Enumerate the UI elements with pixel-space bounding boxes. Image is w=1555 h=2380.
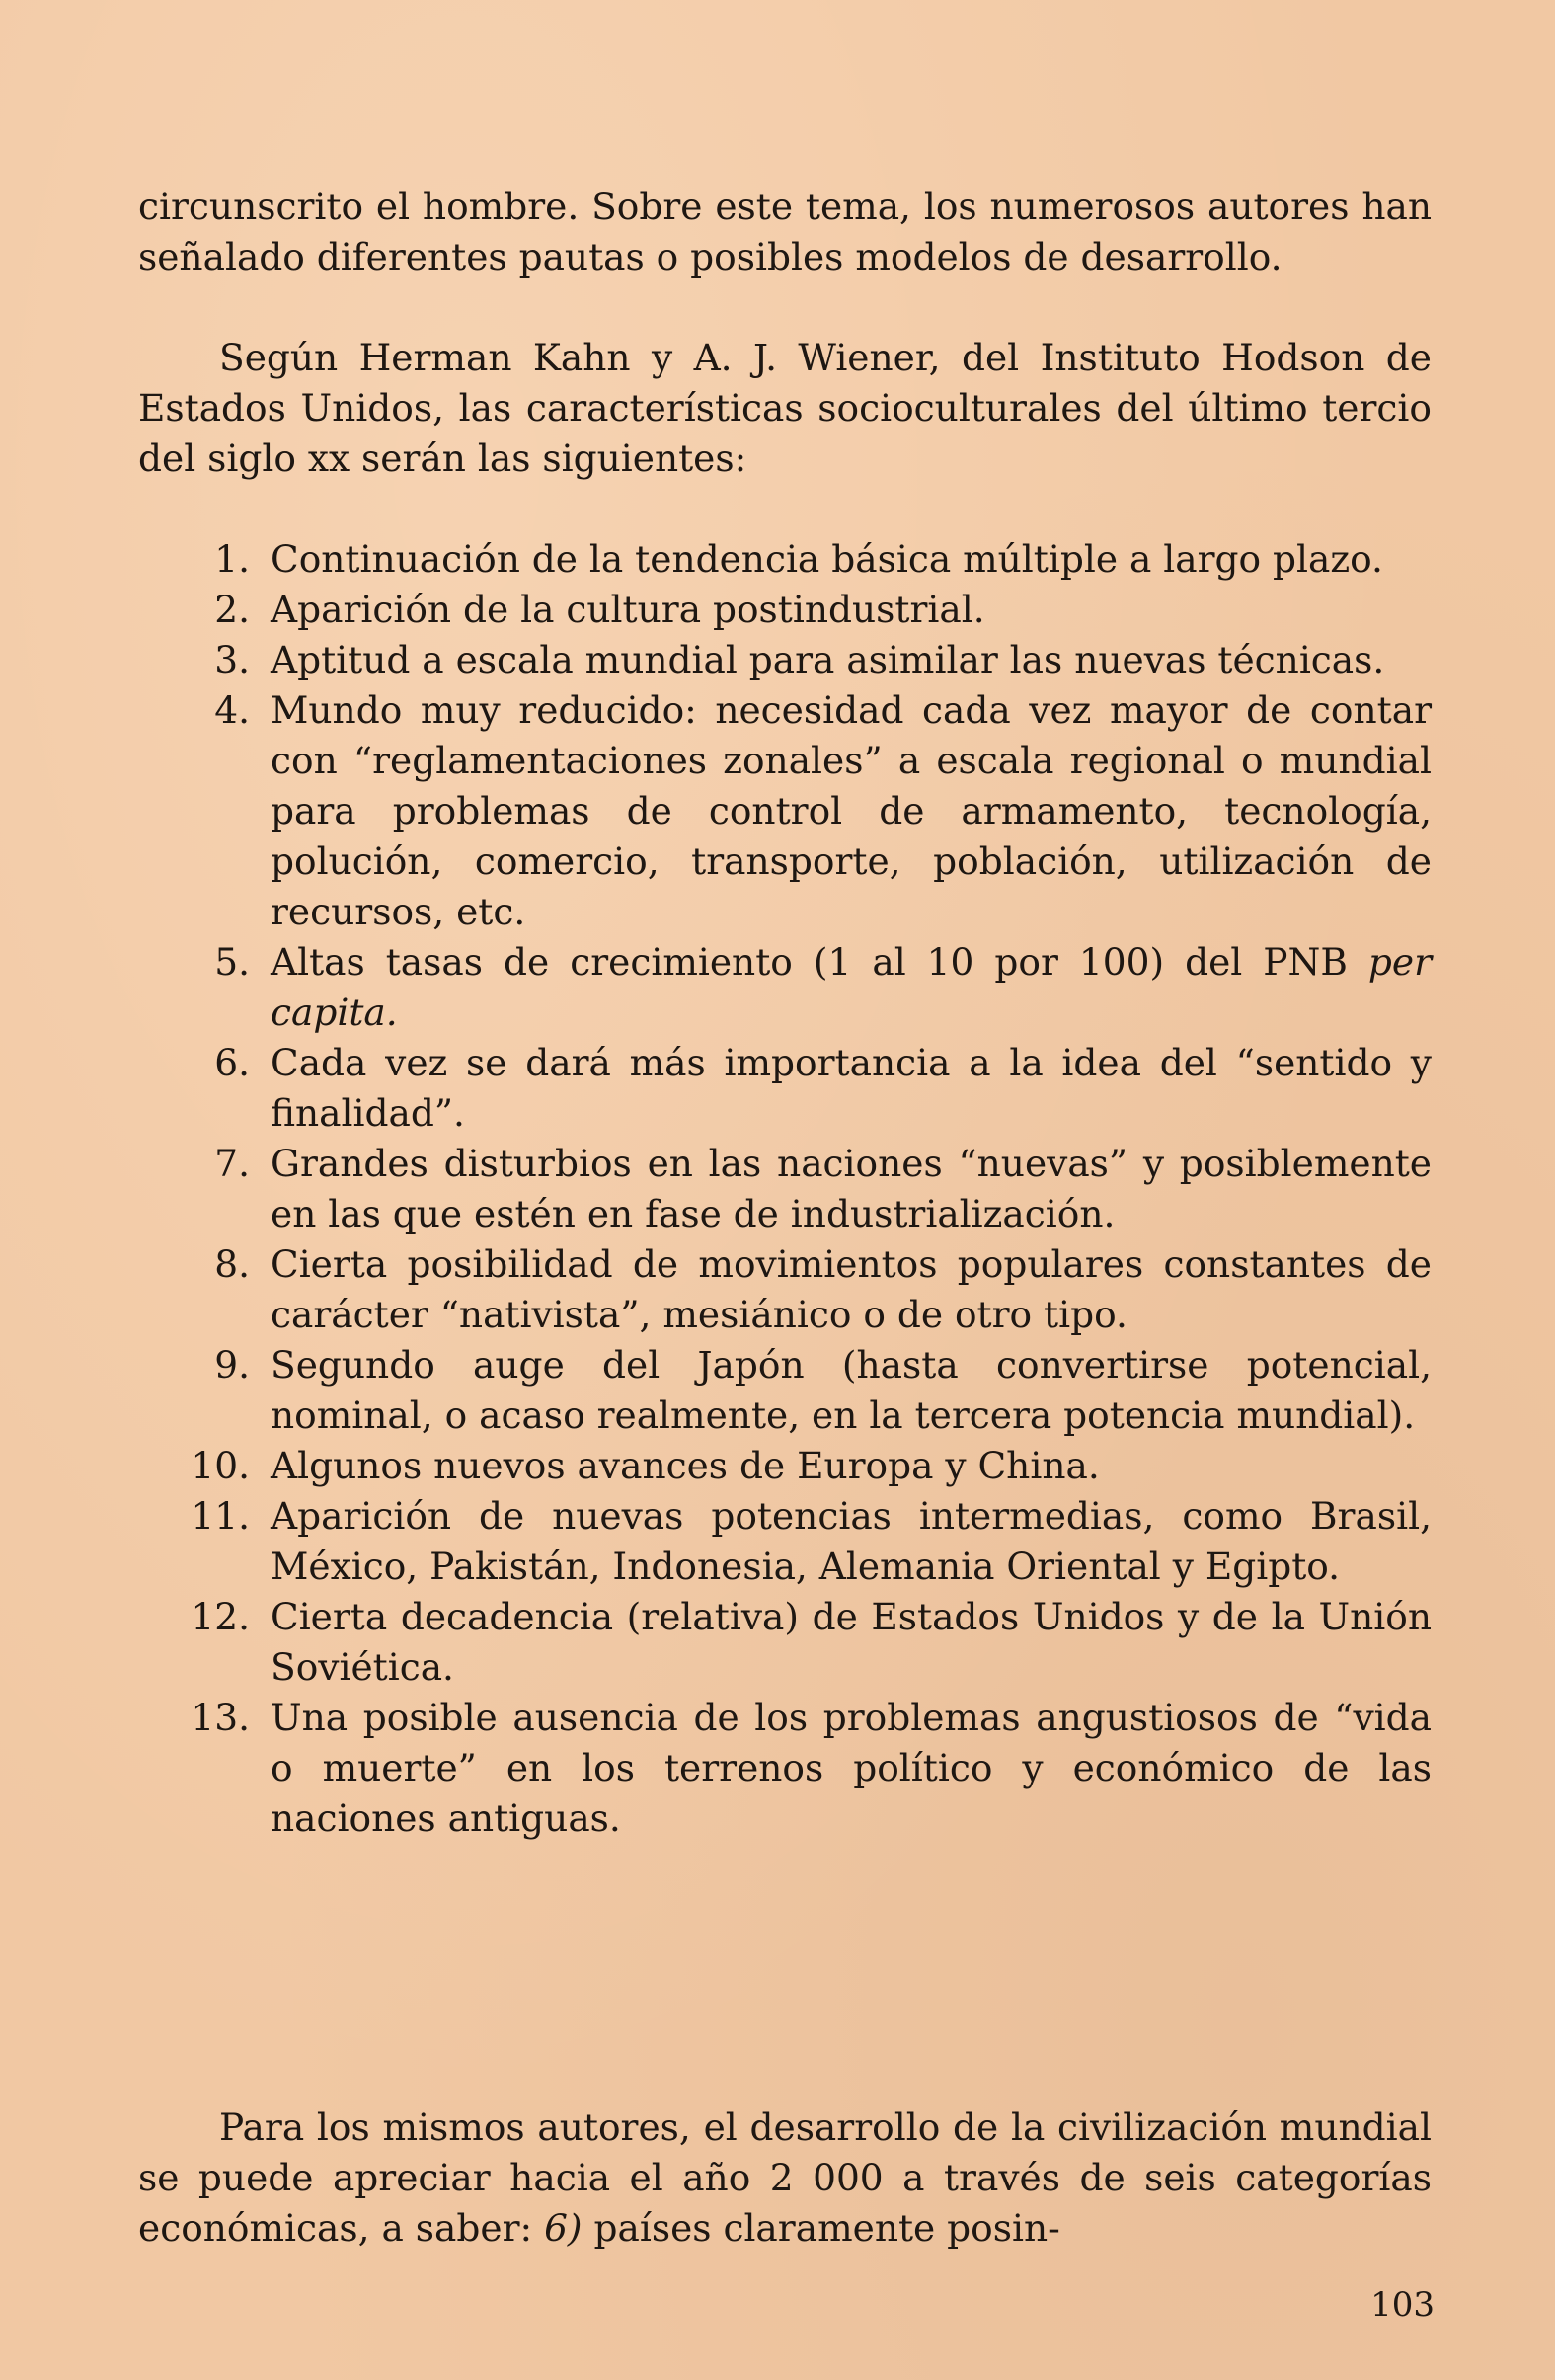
list-item-text-main: Cada vez se dará más importancia a la idea del “sentido y finalidad”. [271,1041,1432,1135]
list-item [138,1139,1432,1239]
paragraph-italic-marker: 6) [544,2206,583,2250]
list-item-text-main: Aptitud a escala mundial para asimilar las nuevas técnicas. [271,638,1385,681]
characteristics-list [138,534,1432,1844]
list-item [138,1239,1432,1340]
list-item [138,534,1432,585]
list-item [138,1340,1432,1441]
paragraph-continuation [138,182,1432,282]
list-item-number: 6. [214,1041,250,1084]
paragraph-intro-list [138,333,1432,484]
list-item-text [271,534,1432,585]
list-item-text-main: Grandes disturbios en las naciones “nuevas” y posiblemente en las que estén en fase de industrialización. [271,1142,1432,1235]
list-item-number: 13. [191,1696,250,1739]
list-item-text [271,1693,1432,1844]
paragraph-text-end: países claramente posin- [582,2206,1060,2250]
paragraph-text: Según Herman Kahn y A. J. Wiener, del Instituto Hodson de Estados Unidos, las características socioculturales del último tercio del siglo xx serán las siguientes: [138,336,1432,480]
list-item [138,1592,1432,1693]
list-item-number: 12. [191,1595,250,1638]
list-item-text-main: Cierta decadencia (relativa) de Estados Unidos y de la Unión Soviética. [271,1595,1432,1689]
list-item-text [271,1491,1432,1592]
list-item-text-main: Continuación de la tendencia básica múltiple a largo plazo. [271,537,1383,581]
list-item-text [271,1139,1432,1239]
list-item-text [271,1592,1432,1693]
list-item [138,635,1432,685]
list-item-text [271,1340,1432,1441]
list-item [138,1441,1432,1491]
list-item-text-main: Segundo auge del Japón (hasta convertirse potencial, nominal, o acaso realmente, en la tercera potencia mundial). [271,1343,1432,1437]
list-item-text-main: Mundo muy reducido: necesidad cada vez mayor de contar con “reglamentaciones zonales” a escala regional o mundial para problemas de control de armamento, tecnología, polución, comercio, transporte, población, utilización de recursos, etc. [271,688,1432,933]
page-number: 103 [1370,2285,1435,2325]
list-item-text [271,1239,1432,1340]
list-item-text [271,585,1432,635]
list-item-number: 7. [214,1142,250,1185]
list-item-number: 1. [214,537,250,581]
list-item [138,685,1432,937]
list-item [138,1491,1432,1592]
list-item-text-main: Algunos nuevos avances de Europa y China. [271,1444,1100,1487]
list-item-number: 5. [214,940,250,984]
list-item-text [271,1441,1432,1491]
paragraph-text: circunscrito el hombre. Sobre este tema, los numerosos autores han señalado diferentes pautas o posibles modelos de desarrollo. [138,185,1432,278]
list-item-number: 11. [191,1494,250,1538]
list-item-number: 3. [214,638,250,681]
list-item-number: 2. [214,588,250,631]
list-item-number: 8. [214,1242,250,1286]
list-item [138,585,1432,635]
paragraph-text [138,2102,1432,2254]
list-item-number: 4. [214,688,250,732]
list-item [138,937,1432,1038]
list-item-text-main: Una posible ausencia de los problemas angustiosos de “vida o muerte” en los terrenos político y económico de las naciones antiguas. [271,1696,1432,1840]
list-item-text-main: Aparición de nuevas potencias intermedias, como Brasil, México, Pakistán, Indonesia, Alemania Oriental y Egipto. [271,1494,1432,1588]
list-item-text [271,635,1432,685]
list-item [138,1693,1432,1844]
list-item-text-main: Altas tasas de crecimiento (1 al 10 por 100) del PNB [271,940,1368,984]
list-item-text [271,937,1432,1038]
paragraph-conclusion [138,2102,1432,2254]
list-item [138,1038,1432,1139]
list-item-number: 9. [214,1343,250,1387]
list-item-text [271,685,1432,937]
list-item-text-main: Cierta posibilidad de movimientos populares constantes de carácter “nativista”, mesiánico o de otro tipo. [271,1242,1432,1336]
list-item-text-main: Aparición de la cultura postindustrial. [271,588,985,631]
list-item-text-italic: per capita. [271,940,1432,1034]
list-item-number: 10. [191,1444,250,1487]
paragraph-text-start: Para los mismos autores, el desarrollo de la civilización mundial se puede apreciar hacia el año 2 000 a través de seis categorías económicas, a saber: [138,2105,1432,2250]
list-item-text [271,1038,1432,1139]
